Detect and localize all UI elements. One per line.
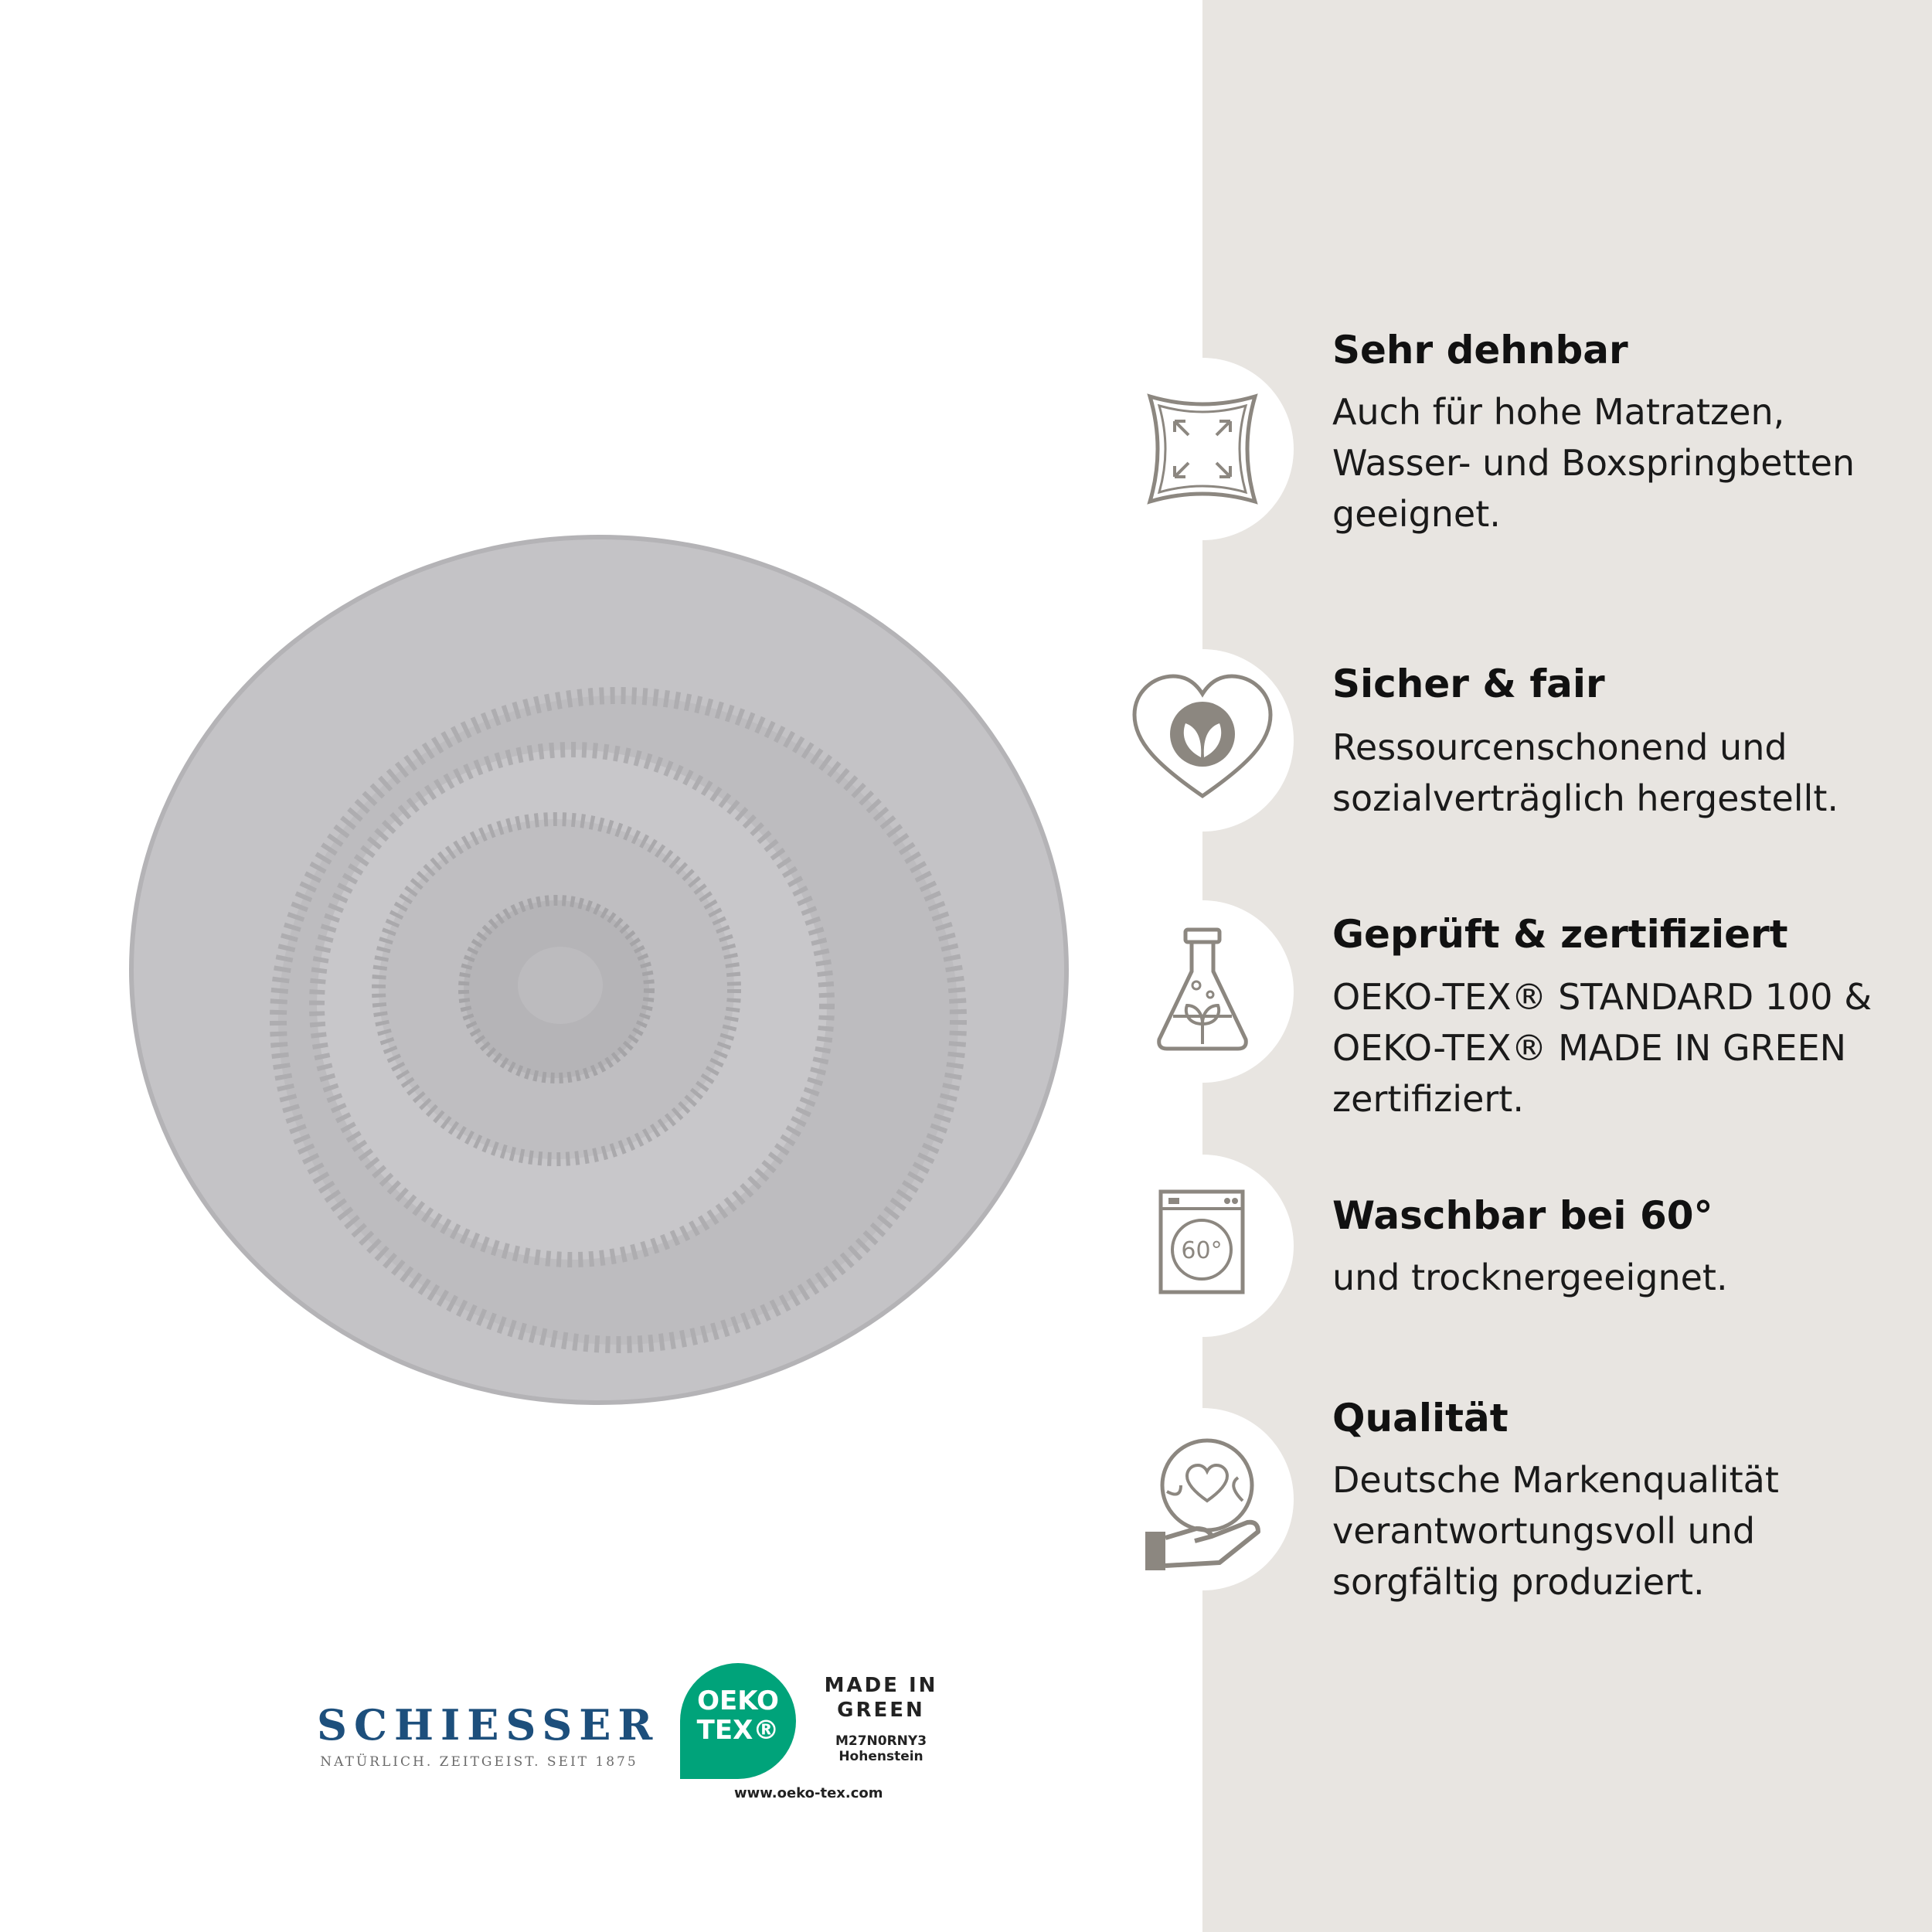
hand-globe-heart-icon (1111, 1408, 1294, 1590)
made-in-green-title: MADE IN GREEN (824, 1674, 938, 1722)
brand-name: SCHIESSER (317, 1700, 660, 1750)
feature-title: Geprüft & zertifiziert (1332, 912, 1788, 957)
feature-description: Ressourcenschonend und sozialverträglich hergestellt. (1332, 726, 1838, 819)
feature-description: Auch für hohe Matratzen, Wasser- und Boxspringbetten geeignet. (1332, 391, 1855, 535)
feature-title: Waschbar bei 60° (1332, 1193, 1713, 1238)
washing-machine-icon (1111, 1155, 1294, 1337)
oeko-tex-logo-text: OEKO TEX® (696, 1685, 780, 1746)
made-in-green-label (819, 1673, 943, 1764)
oeko-tex-url: www.oeko-tex.com (734, 1785, 883, 1801)
flask-plant-icon (1111, 900, 1294, 1083)
features-panel (1202, 0, 1932, 1932)
feature-title: Sicher & fair (1332, 662, 1605, 706)
wash-temperature-label: 60° (1181, 1237, 1223, 1264)
feature-title: Sehr dehnbar (1332, 328, 1628, 372)
rolled-fitted-sheet-image (124, 526, 1074, 1414)
stretch-pillow-icon (1111, 358, 1294, 540)
feature-title: Qualität (1332, 1396, 1509, 1440)
feature-description: OEKO-TEX® STANDARD 100 & OEKO-TEX® MADE IN GREEN zertifiziert. (1332, 976, 1872, 1120)
certificate-institute: Hohenstein (838, 1749, 923, 1764)
feature-description: und trocknergeeignet. (1332, 1257, 1728, 1298)
schiesser-logo (317, 1700, 660, 1770)
heart-leaf-icon (1111, 649, 1294, 832)
brand-tagline: NATÜRLICH. ZEITGEIST. SEIT 1875 (320, 1754, 638, 1770)
certificate-code: M27N0RNY3 (835, 1733, 927, 1749)
feature-description: Deutsche Markenqualität verantwortungsvoll und sorgfältig produziert. (1332, 1459, 1779, 1603)
